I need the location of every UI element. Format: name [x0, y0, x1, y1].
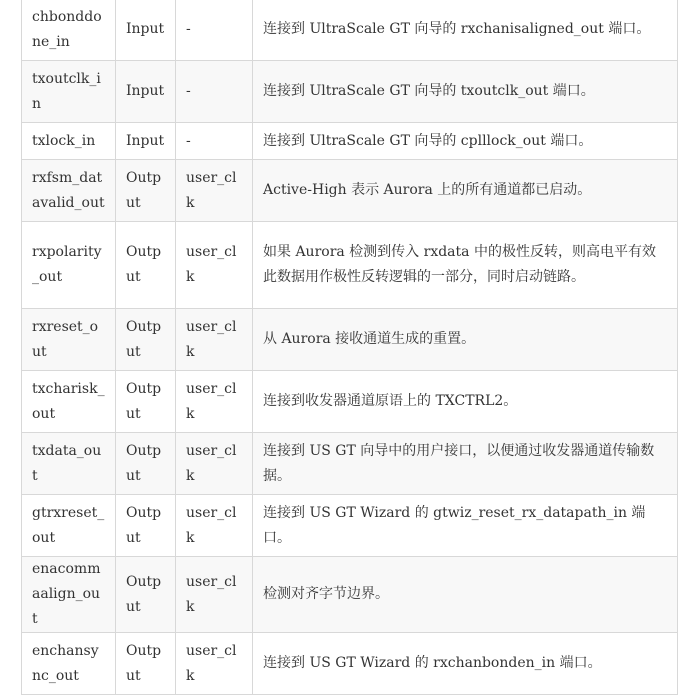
signal-description-cell: 连接到收发器通道原语上的 TXCTRL2。 — [253, 371, 678, 433]
signal-name-cell: txcharisk_out — [22, 371, 116, 433]
signal-clock-cell: user_clk — [176, 222, 253, 309]
signal-name-cell: gtrxreset_out — [22, 495, 116, 557]
signal-description-cell: 连接到 US GT 向导中的用户接口，以便通过收发器通道传输数据。 — [253, 433, 678, 495]
signal-direction-cell: Output — [116, 633, 176, 695]
table-row — [22, 495, 678, 557]
signal-name-cell: txdata_out — [22, 433, 116, 495]
signal-direction-cell: Output — [116, 495, 176, 557]
table-row — [22, 160, 678, 222]
table-row — [22, 222, 678, 309]
signal-clock-cell: user_clk — [176, 160, 253, 222]
signal-clock-cell: user_clk — [176, 633, 253, 695]
table-row — [22, 61, 678, 123]
table-row — [22, 371, 678, 433]
signal-name-cell: txoutclk_in — [22, 61, 116, 123]
signal-description-cell: 连接到 UltraScale GT 向导的 rxchanisaligned_out 端口。 — [253, 0, 678, 61]
table-row — [22, 633, 678, 695]
signal-description-cell: 检测对齐字节边界。 — [253, 557, 678, 633]
signal-clock-cell: user_clk — [176, 371, 253, 433]
signal-name-cell: rxfsm_datavalid_out — [22, 160, 116, 222]
signal-direction-cell: Output — [116, 557, 176, 633]
signal-description-cell: 连接到 UltraScale GT 向导的 cplllock_out 端口。 — [253, 123, 678, 160]
signal-clock-cell: - — [176, 61, 253, 123]
signal-name-cell: enchansync_out — [22, 633, 116, 695]
signal-direction-cell: Output — [116, 222, 176, 309]
table-row — [22, 123, 678, 160]
signal-description-cell: Active-High 表示 Aurora 上的所有通道都已启动。 — [253, 160, 678, 222]
signal-description-cell: 从 Aurora 接收通道生成的重置。 — [253, 309, 678, 371]
table-row — [22, 309, 678, 371]
signal-name-cell: txlock_in — [22, 123, 116, 160]
signal-clock-cell: - — [176, 123, 253, 160]
signal-direction-cell: Output — [116, 371, 176, 433]
signal-description-cell: 连接到 US GT Wizard 的 rxchanbonden_in 端口。 — [253, 633, 678, 695]
signal-direction-cell: Output — [116, 433, 176, 495]
signal-direction-cell: Output — [116, 309, 176, 371]
signal-description-cell: 如果 Aurora 检测到传入 rxdata 中的极性反转，则高电平有效 此数据用作极性反转逻辑的一部分，同时启动链路。 — [253, 222, 678, 309]
table-row — [22, 0, 678, 61]
signal-name-cell: enacommaalign_out — [22, 557, 116, 633]
signal-clock-cell: - — [176, 0, 253, 61]
signal-clock-cell: user_clk — [176, 433, 253, 495]
signal-direction-cell: Output — [116, 160, 176, 222]
signal-table-body — [22, 0, 678, 695]
signal-description-cell: 连接到 UltraScale GT 向导的 txoutclk_out 端口。 — [253, 61, 678, 123]
signal-clock-cell: user_clk — [176, 309, 253, 371]
signal-name-cell: rxpolarity_out — [22, 222, 116, 309]
signal-direction-cell: Input — [116, 61, 176, 123]
signal-name-cell: rxreset_out — [22, 309, 116, 371]
signal-clock-cell: user_clk — [176, 557, 253, 633]
table-row — [22, 433, 678, 495]
signal-table — [21, 0, 678, 695]
signal-direction-cell: Input — [116, 0, 176, 61]
table-row — [22, 557, 678, 633]
signal-description-cell: 连接到 US GT Wizard 的 gtwiz_reset_rx_datapath_in 端口。 — [253, 495, 678, 557]
signal-direction-cell: Input — [116, 123, 176, 160]
signal-name-cell: chbonddone_in — [22, 0, 116, 61]
signal-clock-cell: user_clk — [176, 495, 253, 557]
